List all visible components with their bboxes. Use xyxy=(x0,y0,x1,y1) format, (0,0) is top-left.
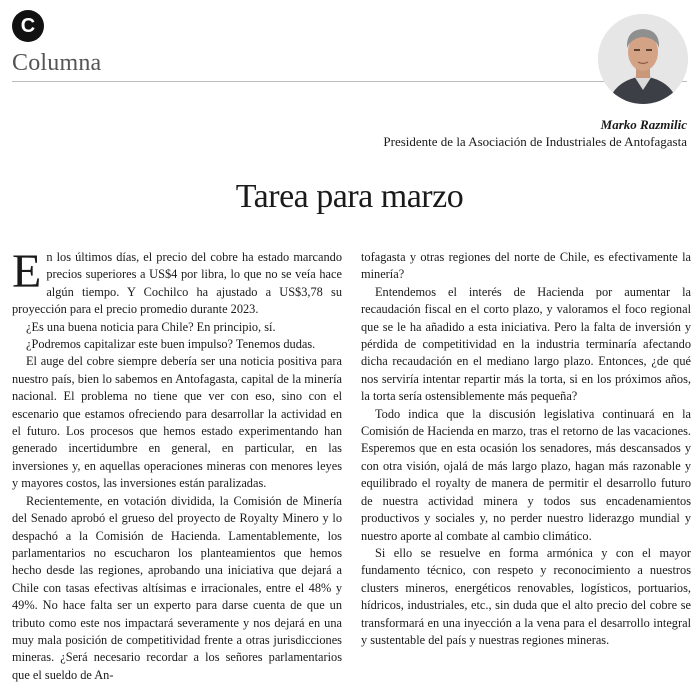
article-paragraph: ¿Podremos capitalizar este buen impulso? Tenemos dudas. xyxy=(26,337,316,352)
article-paragraph: tofagasta y otras regiones del norte de Chile, es efectivamente la minería? xyxy=(361,250,691,282)
article-column-right xyxy=(361,249,691,649)
dropcap: E xyxy=(12,245,42,298)
article-title: Tarea para marzo xyxy=(235,178,464,215)
article-paragraph: Entendemos el interés de Hacienda por aumentar la recaudación fiscal en el corto plazo, y valoramos el foco regional que se le ha añadido a esta iniciativa. Pero la falta de inversión y pérdida de competitividad en la industria terminaría afectando dicha recaudación en el mediano largo plazo. Entonces, ¿de qué nos serviría intentar repartir más la torta, si en los próximos años, la torta sería ostensiblemente más pequeña? xyxy=(361,284,691,404)
person-portrait-icon xyxy=(598,14,688,104)
header-divider xyxy=(12,81,687,82)
article-paragraph: ¿Es una buena noticia para Chile? En principio, sí. xyxy=(26,319,276,334)
article-paragraph: Si ello se resuelve en forma armónica y con el mayor fundamento técnico, con respeto y reconocimiento a nuestros clusters mineros, energéticos renovables, logísticos, portuarios, hídricos, industriales, etc., sin duda que el alto precio del cobre se transformará en una inyección a la vena para el desarrollo integral y sustentable del país y nuestras regiones mineras. xyxy=(361,545,691,647)
article-paragraph: Recientemente, en votación dividida, la Comisión de Minería del Senado aprobó el grueso del proyecto de Royalty Minero y lo despachó a la Comisión de Hacienda. Lamentablemente, los parlamentarios no escucharon los planteamientos que hemos hecho desde las regiones, aprobando una iniciativa que dejará a Chile con tasas efectivas altísimas e irracionales, entre el 48% y 49%. No hace falta ser un experto para darse cuenta de que un tributo como este nos impactará severamente y nos dejará en una muy mala posición de competitividad frente a otras jurisdicciones mineras. ¿Será necesario recordar a los señores parlamentarios que el sueldo de An- xyxy=(12,493,342,682)
article-paragraph: El auge del cobre siempre debería ser una noticia positiva para nuestro país, bien lo sabemos en Antofagasta, capital de la minería nacional. El problema no tiene que ver con eso, sino con el escenario que estamos ofreciendo para desarrollar la actividad en el futuro. Los procesos que hemos estado experimentando han generado incertidumbre en general, en particular, en las inversiones y, en aquellas operaciones mineras con menores leyes y mayores costos, las inversiones están paralizadas. xyxy=(12,354,342,491)
section-badge: C xyxy=(12,10,44,42)
article-paragraph: En los últimos días, el precio del cobre ha estado marcando precios superiores a US$4 por libra, lo que no se veía hace algún tiempo. Y Cochilco ha ajustado a US$3,78 su proyección para el precio promedio durante 2023. xyxy=(12,245,342,317)
article-column-left xyxy=(12,245,342,684)
article-paragraph: Todo indica que la discusión legislativa continuará en la Comisión de Hacienda en marzo, tras el retorno de las vacaciones. Esperemos que en esta ocasión los senadores, más descansados y con otra visión, ojalá de más largo plazo, hagan más razonable y equilibrado el royalty de manera de permitir el desarrollo futuro de nuestra actividad minera y todos sus encadenamientos productivos y sociales y, no perder nuestro liderazgo mundial y nuestro aporte al combate al cambio climático. xyxy=(361,406,691,543)
section-label: Columna xyxy=(12,50,102,76)
author-name: Marko Razmilic xyxy=(600,117,687,132)
author-role: Presidente de la Asociación de Industriales de Antofagasta xyxy=(383,134,687,149)
